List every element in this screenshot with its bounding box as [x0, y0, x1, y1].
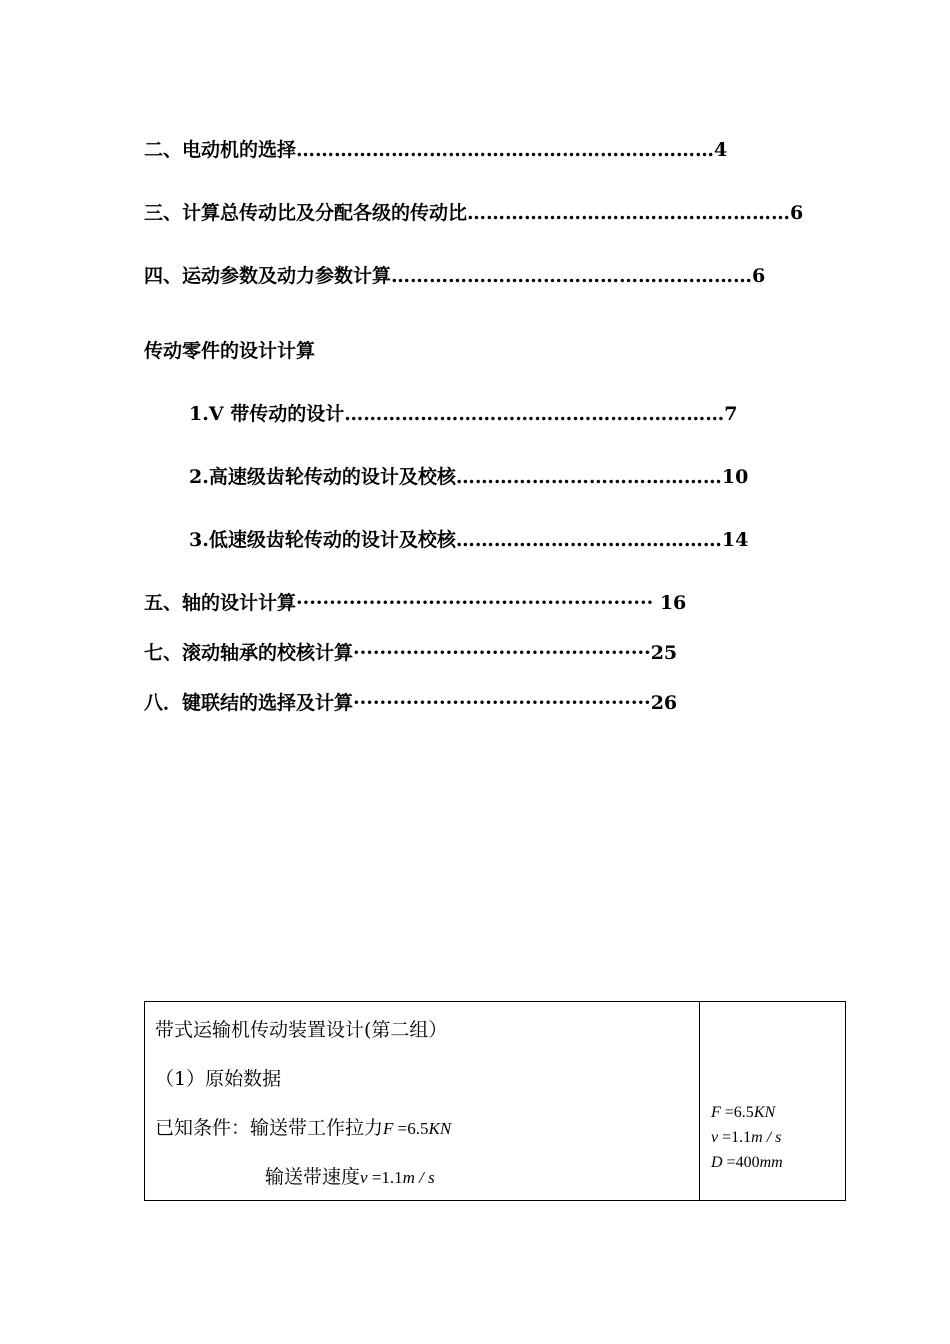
side-speed-value: =1.1 — [718, 1129, 752, 1146]
toc-entry-title: 1.V 带传动的设计 — [189, 403, 345, 425]
speed-label: 输送带速度 — [265, 1166, 361, 1188]
section-heading: （1）原始数据 — [155, 1068, 282, 1090]
side-speed-unit: m / s — [751, 1129, 782, 1146]
speed-unit: m / s — [402, 1168, 435, 1187]
toc-entry-title: 三、计算总传动比及分配各级的传动比 — [144, 202, 468, 224]
toc-page-number: 6 — [752, 265, 766, 287]
side-diameter-variable: D — [711, 1154, 723, 1171]
toc-entry-title: 八．键联结的选择及计算 — [144, 692, 354, 714]
force-variable: F — [383, 1119, 394, 1138]
toc-entry-shaft-design[interactable] — [144, 591, 686, 615]
force-unit: KN — [428, 1119, 452, 1138]
toc-entry-low-speed-gear[interactable] — [189, 528, 748, 552]
speed-line — [265, 1165, 435, 1190]
toc-leader: ······················································ — [296, 592, 654, 614]
side-force-value: =6.5 — [720, 1104, 754, 1121]
toc-entry-title: 七、滚动轴承的校核计算 — [144, 642, 354, 664]
known-label: 已知条件： — [155, 1117, 251, 1139]
toc-leader: ············································· — [353, 642, 651, 664]
toc-entry-transmission-ratio[interactable] — [144, 201, 803, 225]
toc-leader: ………………………………………………………… — [296, 139, 715, 161]
side-speed-variable: v — [711, 1129, 719, 1146]
toc-entry-motor-selection[interactable] — [144, 138, 727, 162]
speed-formula — [360, 1168, 435, 1187]
side-diameter-value: =400 — [722, 1154, 760, 1171]
toc-entry-bearing-check[interactable] — [144, 641, 677, 665]
side-force-unit: KN — [753, 1104, 776, 1121]
toc-entry-title: 3.低速级齿轮传动的设计及校核 — [189, 529, 456, 551]
toc-leader: ············································· — [353, 692, 651, 714]
toc-entry-title: 传动零件的设计计算 — [144, 340, 316, 362]
toc-leader: …………………………………………… — [467, 202, 791, 224]
speed-variable: v — [360, 1168, 368, 1187]
toc-leader: …………………………………… — [455, 466, 722, 488]
toc-entry-transmission-parts[interactable] — [144, 339, 315, 363]
toc-entry-title: 二、电动机的选择 — [144, 139, 297, 161]
toc-entry-high-speed-gear[interactable] — [189, 465, 748, 489]
force-label: 输送带工作拉力 — [250, 1117, 384, 1139]
side-diameter — [711, 1151, 783, 1175]
toc-entry-title: 五、轴的设计计算 — [144, 592, 297, 614]
toc-page-number: 14 — [721, 529, 749, 551]
toc-entry-v-belt[interactable] — [189, 402, 737, 426]
table-divider — [699, 1002, 700, 1200]
toc-entry-title: 2.高速级齿轮传动的设计及校核 — [189, 466, 456, 488]
toc-page-number: 4 — [714, 139, 728, 161]
side-speed — [711, 1126, 781, 1150]
known-conditions-line — [155, 1116, 451, 1141]
toc-leader: …………………………………………………… — [344, 403, 725, 425]
toc-page-number: 7 — [724, 403, 738, 425]
force-formula — [383, 1119, 451, 1138]
toc-leader: …………………………………… — [455, 529, 722, 551]
side-force-variable: F — [711, 1104, 721, 1121]
toc-page-number: 10 — [721, 466, 749, 488]
speed-value: =1.1 — [367, 1168, 403, 1187]
toc-entry-motion-parameters[interactable] — [144, 264, 765, 288]
toc-page-number: 6 — [790, 202, 804, 224]
toc-page-number: 16 — [653, 592, 687, 614]
design-heading: 带式运输机传动装置设计(第二组） — [155, 1019, 448, 1041]
side-diameter-unit: mm — [759, 1154, 783, 1171]
toc-entry-title: 四、运动参数及动力参数计算 — [144, 265, 392, 287]
force-value: =6.5 — [393, 1119, 429, 1138]
toc-leader: ………………………………………………… — [391, 265, 753, 287]
toc-page-number: 25 — [650, 642, 678, 664]
toc-entry-key-connection[interactable] — [144, 691, 677, 715]
toc-page-number: 26 — [650, 692, 678, 714]
side-force — [711, 1101, 775, 1125]
design-data-table — [144, 1001, 846, 1201]
